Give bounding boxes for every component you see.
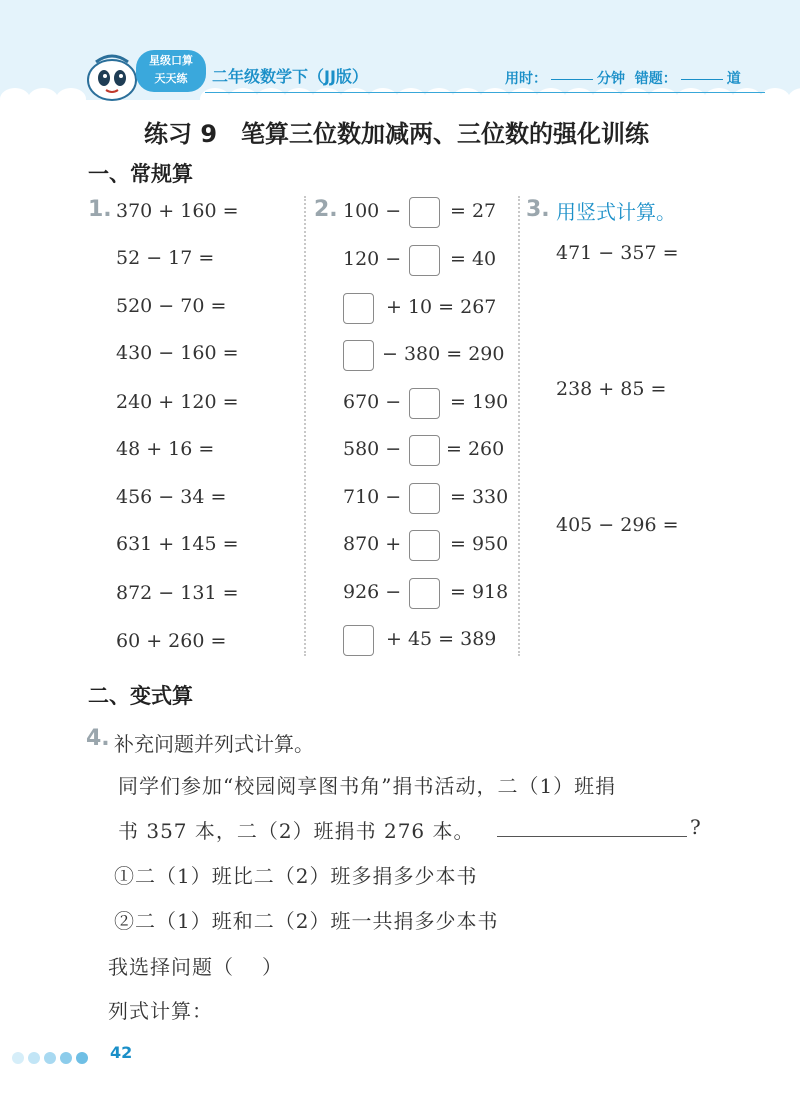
q2-row-post: + 10 = 267 xyxy=(386,296,497,318)
choose-question xyxy=(108,951,283,980)
logo-badge-line1: 星级口算 xyxy=(149,54,193,67)
question-number-1: 1. xyxy=(88,197,112,222)
answer-box[interactable] xyxy=(409,197,440,228)
page-number: 42 xyxy=(110,1043,133,1062)
q3-item: 405 − 296 = xyxy=(556,514,679,536)
errors-blank[interactable] xyxy=(681,79,723,80)
answer-box[interactable] xyxy=(343,340,374,371)
q4-paragraph-line2: 书 357 本，二（2）班捐书 276 本。 xyxy=(118,819,475,843)
q2-row-pre: 120 − xyxy=(343,248,402,270)
q2-row-post: = 950 xyxy=(450,533,509,555)
q2-row-pre: 870 + xyxy=(343,533,402,555)
q2-row-pre: 100 − xyxy=(343,200,402,222)
time-label: 用时： xyxy=(505,71,547,87)
calculation-label: 列式计算： xyxy=(108,999,213,1023)
q3-item: 238 + 85 = xyxy=(556,378,667,400)
answer-box[interactable] xyxy=(409,435,440,466)
q4-paragraph-line1: 同学们参加“校园阅享图书角”捐书活动，二（1）班捐 xyxy=(118,774,617,798)
errors-label: 错题： xyxy=(634,71,677,87)
footer-dot xyxy=(44,1052,56,1064)
q2-row-post: = 260 xyxy=(446,438,505,460)
q1-item: 60 + 260 = xyxy=(116,630,227,652)
q1-item: 456 − 34 = xyxy=(116,486,227,508)
answer-box[interactable] xyxy=(343,625,374,656)
subject-label: 二年级数学下（JJ版） xyxy=(212,67,368,86)
question-number-2: 2. xyxy=(314,197,338,222)
answer-box[interactable] xyxy=(409,388,440,419)
header-wave xyxy=(28,88,58,110)
q2-row-post: = 190 xyxy=(450,391,509,413)
logo-badge-line2: 天天练 xyxy=(154,72,188,85)
q2-row-pre: 670 − xyxy=(343,391,402,413)
q4-option-2: ②二（1）班和二（2）班一共捐多少本书 xyxy=(114,909,499,933)
header-rule xyxy=(205,92,765,93)
section-heading-variant: 二、变式算 xyxy=(88,684,193,708)
q1-item: 631 + 145 = xyxy=(116,533,239,555)
q2-row-post: = 330 xyxy=(450,486,509,508)
q1-item: 520 − 70 = xyxy=(116,295,227,317)
answer-box[interactable] xyxy=(409,578,440,609)
footer-dot xyxy=(60,1052,72,1064)
footer-dot xyxy=(76,1052,88,1064)
q1-item: 52 − 17 = xyxy=(116,247,215,269)
q3-instruction: 用竖式计算。 xyxy=(556,200,676,224)
choose-suffix: ） xyxy=(262,955,283,979)
column-divider xyxy=(304,196,306,656)
header-wave xyxy=(0,88,30,110)
footer-dot xyxy=(12,1052,24,1064)
column-divider xyxy=(518,196,520,656)
answer-box[interactable] xyxy=(343,293,374,324)
q2-row-post: = 27 xyxy=(450,200,497,222)
q2-row-pre: 580 − xyxy=(343,438,402,460)
question-fill-line[interactable] xyxy=(497,836,687,837)
items-label: 道 xyxy=(726,71,741,87)
answer-box[interactable] xyxy=(409,245,440,276)
answer-box[interactable] xyxy=(409,530,440,561)
q2-row-post: = 40 xyxy=(450,248,497,270)
question-number-3: 3. xyxy=(526,197,550,222)
q4-option-1: ①二（1）班比二（2）班多捐多少本书 xyxy=(114,864,478,888)
page-title: 练习 9 笔算三位数加减两、三位数的强化训练 xyxy=(144,120,650,148)
q2-row-pre: 926 − xyxy=(343,581,402,603)
q1-item: 370 + 160 = xyxy=(116,200,239,222)
question-mark: ? xyxy=(690,815,702,839)
minutes-label: 分钟 xyxy=(597,71,625,87)
q2-row-post: + 45 = 389 xyxy=(386,628,497,650)
q1-item: 240 + 120 = xyxy=(116,391,239,413)
footer-dots xyxy=(12,1047,92,1066)
mascot-logo-icon xyxy=(82,50,144,102)
q3-item: 471 − 357 = xyxy=(556,242,679,264)
section-heading-regular: 一、常规算 xyxy=(88,162,193,186)
answer-box[interactable] xyxy=(409,483,440,514)
logo-badge xyxy=(136,50,206,92)
q2-row-post: = 918 xyxy=(450,581,509,603)
q2-row-pre: 710 − xyxy=(343,486,402,508)
q2-row-post: − 380 = 290 xyxy=(382,343,505,365)
q1-item: 430 − 160 = xyxy=(116,342,239,364)
q1-item: 48 + 16 = xyxy=(116,438,215,460)
q4-instruction: 补充问题并列式计算。 xyxy=(114,732,314,756)
time-errors-bar xyxy=(505,68,741,88)
footer-dot xyxy=(28,1052,40,1064)
q1-item: 872 − 131 = xyxy=(116,582,239,604)
choose-prefix: 我选择问题（ xyxy=(108,955,234,979)
time-blank[interactable] xyxy=(551,79,593,80)
question-number-4: 4. xyxy=(86,726,110,751)
